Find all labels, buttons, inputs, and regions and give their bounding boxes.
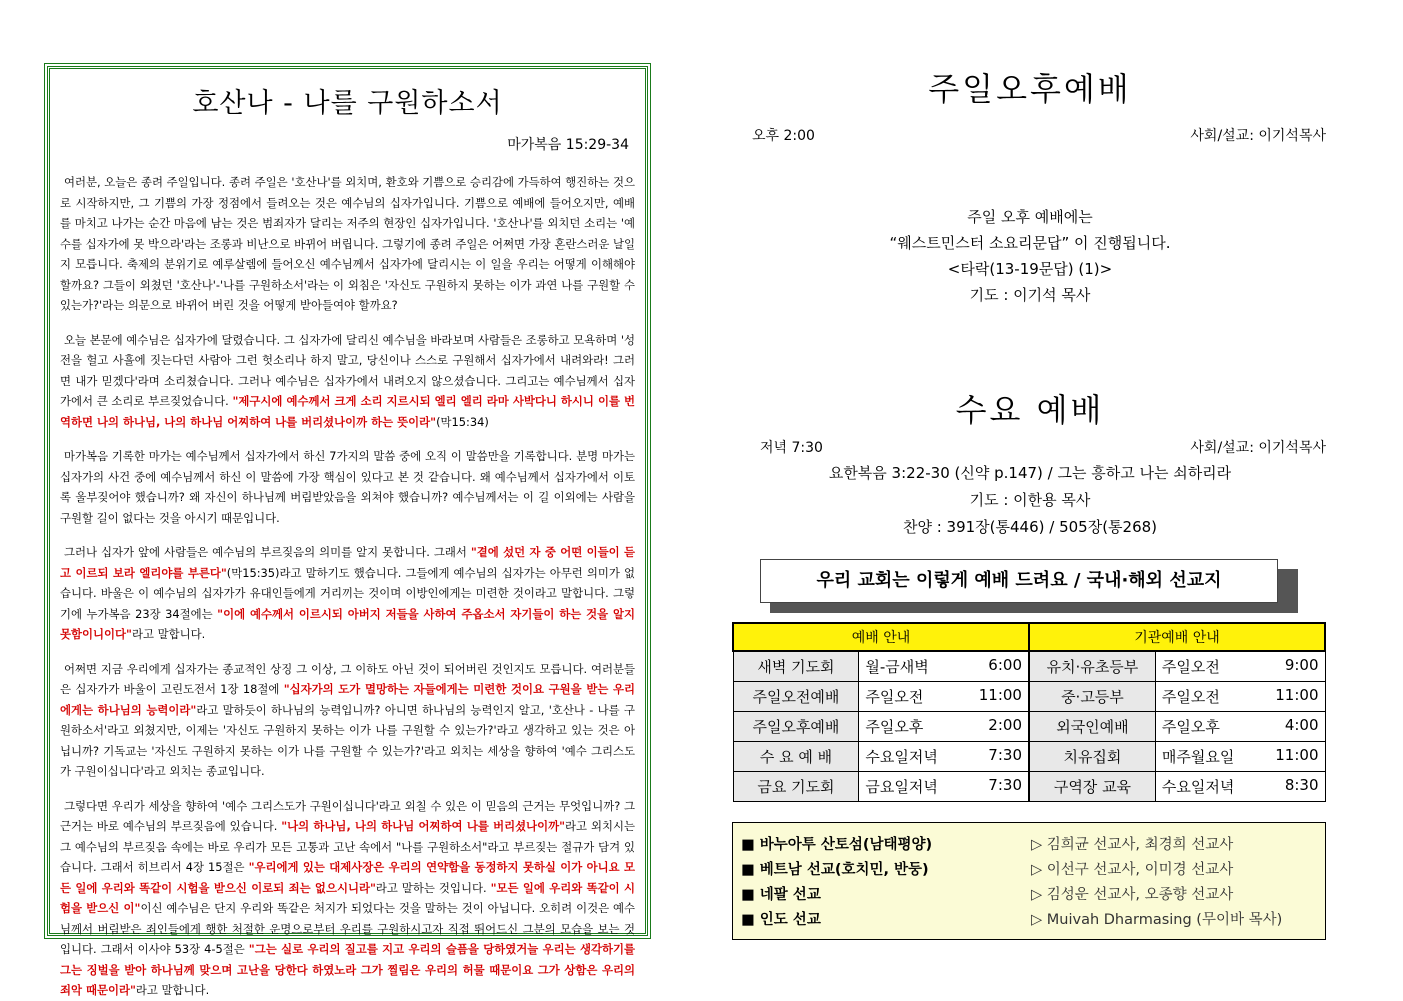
- sermon-text: 마가복음 기록한 마가는 예수님께서 십자가에서 하신 7가지의 말씀 중에 오직 이 말씀만을 기록합니다. 분명 마가는 십자가의 사건 중에 예수님께서 하신 이 말씀에 가장 핵심이 있다고 본 것 같습니다. 왜 예수님께서 십자가에서 이토록 울부짖어야 했습니까? 왜 자신이 하나님께 버림받았음을 외쳐야 했습니까? 예수님께서는 이 길 이외에는 사람을 구원할 길이 없다는 것을 아시기 때문입니다.: [60, 449, 635, 525]
- group-time: [1155, 682, 1325, 712]
- sunday-pm-title: 주일오후예배: [928, 70, 1132, 108]
- sermon-text: 라고 말하듯이 하나님의 능력입니까? 아니면 하나님의 능력인지 알고, '호산나 - 나를 구원하소서'라고 외쳤지만, 이제는 '자신도 구원하지 못하는 이가 나를 구원할 수 있는가?'라고 생각하고 있는 것은 아닙니까? 기독교는 '자신도 구원하지 못하는 이가 나를 구원할 수 있는가?'라고 외치는 세상을 향하여 '예수 그리스도가 구원이십니다'라고 외치는 종교입니다.: [60, 702, 635, 778]
- service-hour: 7:30: [988, 776, 1022, 794]
- service-name: 새벽 기도회: [733, 651, 859, 682]
- mission-people: ▷ Muivah Dharmasing (무이바 목사): [1031, 912, 1283, 928]
- service-time: [859, 712, 1029, 742]
- schedule-row: [733, 651, 1325, 682]
- sermon-text: 그러나 십자가 앞에 사람들은 예수님의 부르짖음의 의미를 알지 못합니다. 그래서: [64, 545, 471, 559]
- scripture-quote: "제구시에 예수께서 크게 소리 지르시되 엘리 엘리 라마 사박다니 하시니 이를 번역하면 나의 하나님, 나의 하나님 어찌하여 나를 버리셨나이까 하는 뜻이라": [60, 394, 635, 429]
- sermon-reference: 마가복음 15:29-34: [507, 137, 629, 153]
- sermon-text: (막15:34): [436, 414, 489, 429]
- group-hour: 4:00: [1284, 716, 1319, 734]
- scripture-quote: "곁에 섰던 자 중 어떤 이들이 듣고 이르되 보라 엘리야를 부른다": [60, 545, 635, 580]
- sunday-pm-line: “웨스트민스터 소요리문답” 이 진행됩니다.: [889, 234, 1171, 252]
- mission-place: ■ 베트남 선교(호치민, 반둥): [741, 862, 929, 878]
- service-day: 주일오후: [865, 718, 924, 736]
- group-hour: 11:00: [1275, 746, 1319, 764]
- mission-place: ■ 네팔 선교: [741, 887, 821, 903]
- service-day: 수요일저녁: [865, 748, 938, 766]
- mission-place: ■ 인도 선교: [741, 912, 821, 928]
- service-time: [859, 651, 1029, 682]
- group-name: 외국인예배: [1029, 712, 1155, 742]
- schedule-row: [733, 772, 1325, 802]
- missions-box: [732, 822, 1326, 940]
- sermon-paragraph: [60, 796, 635, 1001]
- sermon-text: 어쩌면 지금 우리에게 십자가는 종교적인 상징 그 이상, 그 이하도 아닌 것이 되어버린 것인지도 모릅니다. 여러분들은 십자가가 바울이 고린도전서 1장 18절에: [60, 661, 635, 696]
- service-hour: 7:30: [988, 746, 1022, 764]
- scripture-quote: "모든 일에 우리와 똑같이 시험을 받으신 이": [60, 880, 635, 915]
- scripture-quote: "이에 예수께서 이르시되 아버지 저들을 사하여 주옵소서 자기들이 하는 것을 알지 못함이니이다": [60, 606, 636, 641]
- service-hour: 2:00: [988, 716, 1022, 734]
- schedule-right-header: 기관예배 안내: [1029, 623, 1325, 651]
- group-time: [1155, 651, 1325, 682]
- service-name: 금요 기도회: [733, 772, 859, 802]
- sermon-title: 호산나 - 나를 구원하소서: [192, 88, 503, 119]
- sunday-pm-line: 주일 오후 예배에는: [967, 208, 1093, 226]
- sermon-text: 오늘 본문에 예수님은 십자가에 달렸습니다. 그 십자가에 달리신 예수님을 바라보며 사람들은 조롱하고 모욕하며 '성전을 헐고 사흘에 짓는다던 사람아 그런 헛소리나 하지 말고, 당신이나 스스로 구원해서 십자가에서 내려와라! 그러면 내가 믿겠다'라며 소리쳤습니다. 그러나 예수님은 십자가에서 내려오지 않으셨습니다. 그리고는 예수님께서 십자가에서 큰 소리로 부르짖었습니다.: [60, 332, 635, 408]
- service-hour: 11:00: [978, 686, 1022, 704]
- scripture-quote: "그는 실로 우리의 질고를 지고 우리의 슬픔을 당하였거늘 우리는 생각하기를 그는 징벌을 받아 하나님께 맞으며 고난을 당한다 하였노라 그가 찔림은 우리의 허물 때문이요 그가 상함은 우리의 죄악 때문이라": [60, 942, 635, 997]
- group-name: 구역장 교육: [1029, 772, 1155, 802]
- sermon-paragraph: [60, 542, 635, 645]
- group-day: 주일오전: [1161, 658, 1220, 676]
- sermon-text: 이신 예수님은 단지 우리와 똑같은 처지가 되었다는 것을 말하는 것이 아닙니다. 오히려 이것은 예수님께서 버림받은 죄인들에게 행한 처절한 운명으로부터 우리를 구원하시고자 직접 뛰어드신 그분의 모습을 보는 것입니다. 그래서 이사야 53장 4-5절은: [60, 901, 636, 956]
- sunday-pm-line: 기도 : 이기석 목사: [969, 286, 1091, 304]
- schedule-table: [732, 622, 1326, 802]
- sermon-text: 라고 외치시는 그 예수님의 부르짖음 속에는 바로 우리가 모든 고통과 고난 속에서 "나를 구원하소서"라고 부르짖는 절규가 담겨 있습니다. 그래서 히브리서 4장 15절은: [60, 819, 635, 874]
- wednesday-line: 기도 : 이한용 목사: [969, 491, 1091, 509]
- wednesday-line: 요한복음 3:22-30 (신약 p.147) / 그는 흥하고 나는 쇠하리라: [828, 464, 1232, 482]
- group-name: 중·고등부: [1029, 682, 1155, 712]
- group-hour: 8:30: [1284, 776, 1319, 794]
- sermon-paragraph: [60, 330, 635, 433]
- scripture-quote: "우리에게 있는 대제사장은 우리의 연약함을 동정하지 못하실 이가 아니요 모든 일에 우리와 똑같이 시험을 받으신 이로되 죄는 없으시니라": [60, 860, 636, 895]
- sermon-paragraph: [60, 446, 635, 528]
- sermon-paragraph: [60, 659, 635, 782]
- sermon-text: 라고 말하는 것입니다.: [375, 880, 491, 895]
- scripture-quote: "십자가의 도가 멸망하는 자들에게는 미련한 것이요 구원을 받는 우리에게는 하나님의 능력이라": [60, 682, 635, 717]
- group-time: [1155, 772, 1325, 802]
- group-name: 치유집회: [1029, 742, 1155, 772]
- service-day: 월-금새벽: [865, 658, 929, 676]
- sermon-text: (막15:35)라고 말하기도 했습니다. 그들에게 예수님의 십자가는 아무런 의미가 없습니다. 바울은 이 예수님의 십자가가 유대인들에게 거리끼는 것이며 이방인에게는 미련한 것이라고 말합니다. 그렇기에 누가복음 23장 34절에는: [60, 565, 636, 621]
- sermon-text: 라고 말합니다.: [135, 983, 210, 997]
- schedule-left-header: 예배 안내: [733, 623, 1029, 651]
- service-time: [859, 742, 1029, 772]
- group-day: 수요일저녁: [1161, 778, 1235, 796]
- sermon-text: 그렇다면 우리가 세상을 향하여 '예수 그리스도가 구원이십니다'라고 외칠 수 있은 이 믿음의 근거는 무엇입니까? 그 근거는 바로 예수님의 부르짖음에 있습니다.: [60, 798, 635, 833]
- group-hour: 9:00: [1284, 656, 1319, 674]
- service-name: 주일오후예배: [733, 712, 859, 742]
- wednesday-leader: 사회/설교: 이기석목사: [1190, 440, 1326, 456]
- sermon-paragraph: [60, 172, 635, 316]
- schedule-header-row: [733, 623, 1325, 651]
- service-day: 금요일저녁: [865, 778, 938, 796]
- service-hour: 6:00: [988, 656, 1022, 674]
- schedule-row: [733, 682, 1325, 712]
- sermon-body: [60, 172, 635, 1001]
- group-day: 매주월요일: [1161, 748, 1235, 766]
- wednesday-title: 수요 예배: [955, 391, 1105, 429]
- service-day: 주일오전: [865, 688, 924, 706]
- sunday-pm-leader: 사회/설교: 이기석목사: [1190, 128, 1326, 144]
- group-time: [1155, 742, 1325, 772]
- group-day: 주일오후: [1161, 718, 1220, 736]
- group-day: 주일오전: [1161, 688, 1220, 706]
- wednesday-time: 저녁 7:30: [760, 440, 823, 456]
- mission-people: ▷ 김희균 선교사, 최경희 선교사: [1031, 837, 1234, 853]
- sermon-text: 라고 말합니다.: [131, 627, 206, 641]
- service-name: 수 요 예 배: [733, 742, 859, 772]
- mission-place: ■ 바누아투 산토섬(남태평양): [741, 837, 933, 853]
- sermon-box: [47, 66, 648, 997]
- service-time: [859, 682, 1029, 712]
- sermon-text: 여러분, 오늘은 종려 주일입니다. 종려 주일은 '호산나'를 외치며, 환호와 기쁨으로 승리감에 가득하여 행진하는 것으로 시작하지만, 그 기쁨의 가장 정점에서 들려오는 것은 예수님의 십자가입니다. 기쁨으로 예배에 들어오지만, 예배를 마치고 나가는 순간 마음에 남는 것은 범죄자가 달리는 저주의 현장인 십자가입니다. '호산나'를 외치던 소리는 '예수를 십자가에 못 박으라'라는 조롱과 비난으로 바뀌어 버립니다. 그렇기에 종려 주일은 어쩌면 가장 혼란스러운 날일지 모릅니다. 축제의 분위기로 예루살렘에 들어오신 예수님께서 십자가에 달리시는 이 일을 우리는 어떻게 이해해야 할까요? 그들이 외쳤던 '호산나'-'나를 구원하소서'라는 이 외침은 '자신도 구원하지 못하는 이가 과연 나를 구원할 수 있는가?'라는 의문으로 바뀌어 버린 것을 어떻게 받아들여야 할까요?: [60, 175, 635, 312]
- worship-banner: 우리 교회는 이렇게 예배 드려요 / 국내·해외 선교지: [760, 559, 1278, 603]
- mission-people: ▷ 이선구 선교사, 이미경 선교사: [1031, 862, 1234, 878]
- wednesday-line: 찬양 : 391장(통446) / 505장(통268): [902, 518, 1158, 536]
- schedule-row: [733, 742, 1325, 772]
- mission-people: ▷ 김성운 선교사, 오종향 선교사: [1031, 887, 1234, 903]
- service-name: 주일오전예배: [733, 682, 859, 712]
- scripture-quote: "나의 하나님, 나의 하나님 어찌하여 나를 버리셨나이까": [281, 819, 566, 833]
- group-time: [1155, 712, 1325, 742]
- schedule-row: [733, 712, 1325, 742]
- service-time: [859, 772, 1029, 802]
- group-name: 유치·유초등부: [1029, 651, 1155, 682]
- sunday-pm-time: 오후 2:00: [752, 128, 815, 144]
- sunday-pm-line: <타락(13-19문답) (1)>: [947, 260, 1113, 278]
- group-hour: 11:00: [1275, 686, 1319, 704]
